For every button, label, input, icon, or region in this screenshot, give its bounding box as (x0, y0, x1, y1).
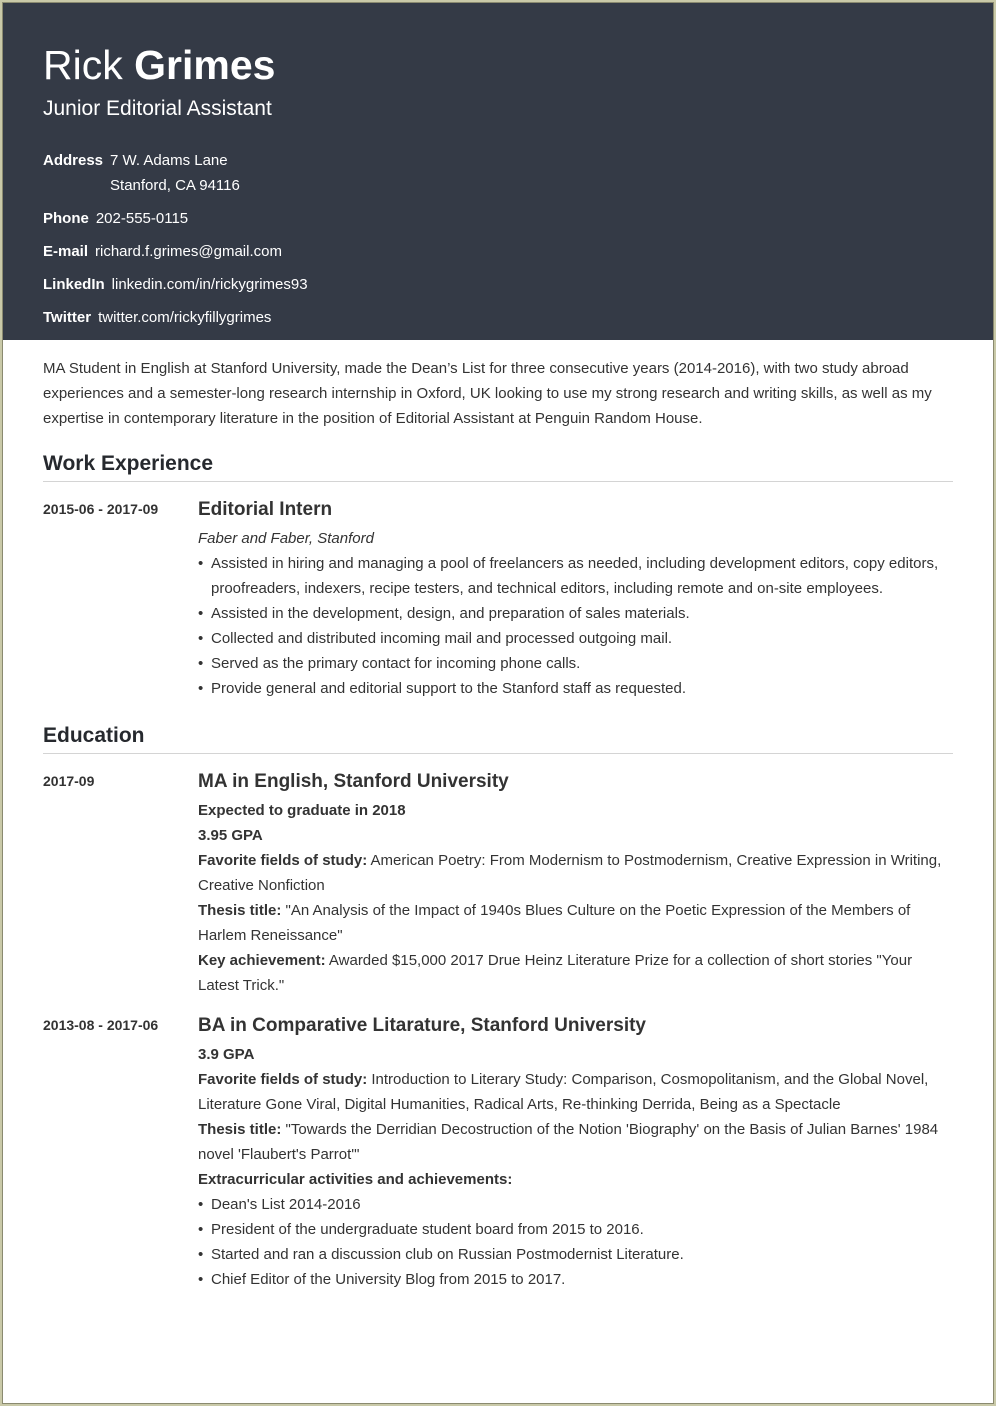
education-content (198, 1013, 953, 1292)
expected-graduation: Expected to graduate in 2018 (198, 802, 406, 819)
list-item: • Started and ran a discussion club on Russian Postmodernist Literature. (198, 1242, 953, 1267)
thesis-value: "Towards the Derridian Decostruction of the Notion 'Biography' on the Basis of Julian Barnes' 1984 novel 'Flaubert's Parrot'" (198, 1121, 939, 1163)
address-line2: Stanford, CA 94116 (110, 177, 240, 194)
candidate-name (43, 41, 953, 89)
address-value (110, 148, 240, 198)
education-date: 2017-09 (43, 773, 95, 789)
work-experience-heading: Work Experience (43, 452, 953, 482)
work-entry (43, 497, 953, 701)
phone-value: 202-555-0115 (95, 210, 189, 227)
education-date: 2013-08 - 2017-06 (43, 1017, 159, 1033)
linkedin-label: LinkedIn (43, 276, 105, 293)
work-content (198, 497, 953, 701)
education-title: BA in Comparative Litarature, Stanford University (198, 1015, 647, 1036)
extracurricular-label: Extracurricular activities and achievements: (198, 1171, 513, 1188)
summary-text: MA Student in English at Stanford University, made the Dean’s List for three consecutive years (2014-2016), with two study abroad experiences and a semester-long research internship in Oxford, UK looking to use my strong research and writing skills, as well as my expertise in contemporary literature in the position of Editorial Assistant at Penguin Random House. (43, 360, 932, 427)
favorite-fields (198, 848, 953, 898)
work-company: Faber and Faber, Stanford (198, 530, 374, 547)
thesis-label: Thesis title: (198, 902, 282, 919)
resume-body (3, 340, 993, 1292)
list-item: • President of the undergraduate student board from 2015 to 2016. (198, 1217, 953, 1242)
gpa: 3.95 GPA (198, 827, 263, 844)
thesis (198, 1117, 953, 1167)
fields-value: Introduction to Literary Study: Comparison, Cosmopolitanism, and the Global Novel, Literature Gone Viral, Digital Humanities, Radical Arts, Re-thinking Derrida, Being as a Spectacle (198, 1071, 929, 1113)
extracurricular-bullets (198, 1192, 953, 1292)
thesis (198, 898, 953, 948)
education-title: MA in English, Stanford University (198, 771, 509, 792)
list-item: • Assisted in hiring and managing a pool of freelancers as needed, including development editors, copy editors, proofreaders, indexers, recipe testers, and technical editors, including remote and on-site employees. (198, 551, 953, 601)
twitter-value[interactable]: twitter.com/rickyfillygrimes (98, 309, 272, 326)
work-title: Editorial Intern (198, 499, 333, 520)
work-bullets (198, 551, 953, 701)
education-heading: Education (43, 724, 953, 754)
contact-linkedin (43, 272, 953, 297)
fields-label: Favorite fields of study: (198, 1071, 368, 1088)
email-label: E-mail (43, 243, 89, 260)
achievement-value: Awarded $15,000 2017 Drue Heinz Literature Prize for a collection of short stories "Your Latest Trick." (198, 952, 913, 994)
fields-value: American Poetry: From Modernism to Postmodernism, Creative Expression in Writing, Creative Nonfiction (198, 852, 942, 894)
contact-twitter (43, 305, 953, 330)
phone-label: Phone (43, 210, 89, 227)
list-item: • Dean's List 2014-2016 (198, 1192, 953, 1217)
contact-address (43, 148, 953, 198)
list-item: • Chief Editor of the University Blog from 2015 to 2017. (198, 1267, 953, 1292)
fields-label: Favorite fields of study: (198, 852, 368, 869)
address-label: Address (43, 152, 104, 169)
work-date: 2015-06 - 2017-09 (43, 501, 159, 517)
list-item: • Assisted in the development, design, and preparation of sales materials. (198, 601, 953, 626)
twitter-label: Twitter (43, 309, 92, 326)
education-content (198, 769, 953, 998)
contact-list (43, 148, 953, 330)
resume-header (3, 3, 993, 340)
job-title: Junior Editorial Assistant (43, 97, 272, 120)
list-item: • Served as the primary contact for incoming phone calls. (198, 651, 953, 676)
education-entry-ma (43, 769, 953, 998)
gpa: 3.9 GPA (198, 1046, 255, 1063)
education-entry-ba (43, 1013, 953, 1292)
contact-phone (43, 206, 953, 231)
thesis-label: Thesis title: (198, 1121, 282, 1138)
linkedin-value[interactable]: linkedin.com/in/rickygrimes93 (111, 276, 308, 293)
last-name: Grimes (134, 42, 276, 88)
list-item: • Provide general and editorial support to the Stanford staff as requested. (198, 676, 953, 701)
list-item: • Collected and distributed incoming mail and processed outgoing mail. (198, 626, 953, 651)
key-achievement (198, 948, 953, 998)
first-name: Rick (43, 42, 123, 88)
achievement-label: Key achievement: (198, 952, 326, 969)
resume-page (2, 2, 994, 1404)
favorite-fields (198, 1067, 953, 1117)
thesis-value: "An Analysis of the Impact of 1940s Blues Culture on the Poetic Expression of the Members of Harlem Reneissance" (198, 902, 911, 944)
address-line1: 7 W. Adams Lane (110, 152, 228, 169)
email-value[interactable]: richard.f.grimes@gmail.com (95, 243, 282, 260)
contact-email (43, 239, 953, 264)
